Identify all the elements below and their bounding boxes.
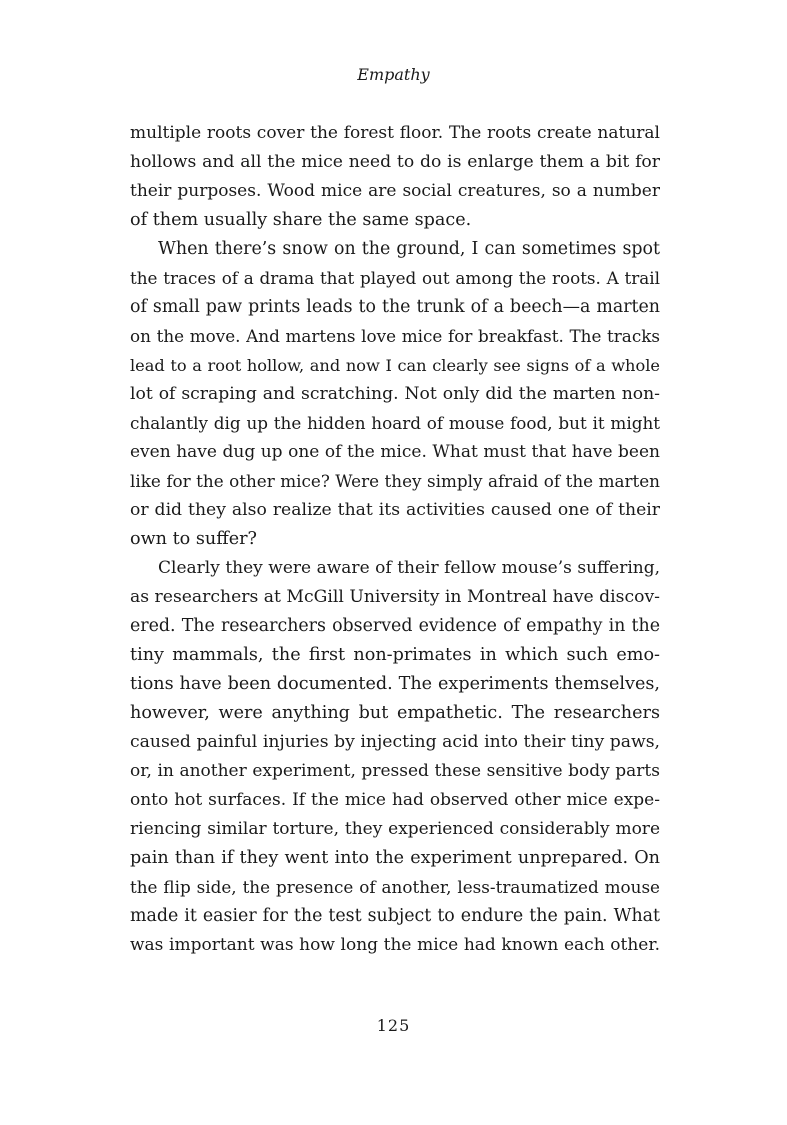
- text-line: made it easier for the test subject to endure the pain. What: [130, 906, 660, 926]
- text-line: When there’s snow on the ground, I can sometimes spot: [158, 239, 660, 259]
- text-line: riencing similar torture, they experienced considerably more: [130, 819, 660, 839]
- text-line: lot of scraping and scratching. Not only did the marten non-: [130, 384, 660, 404]
- paragraph: [130, 554, 660, 960]
- text-line: the traces of a drama that played out among the roots. A trail: [130, 268, 660, 288]
- text-line: as researchers at McGill University in Montreal have discov-: [130, 587, 660, 607]
- text-line: multiple roots cover the forest floor. The roots create natural: [130, 123, 660, 143]
- text-line: their purposes. Wood mice are social creatures, so a number: [130, 181, 660, 201]
- text-line: on the move. And martens love mice for breakfast. The tracks: [130, 326, 660, 346]
- text-line: was important was how long the mice had known each other.: [130, 935, 660, 955]
- paragraph: [130, 119, 660, 235]
- text-line: chalantly dig up the hidden hoard of mouse food, but it might: [130, 413, 660, 433]
- text-line: pain than if they went into the experiment unprepared. On: [130, 848, 660, 868]
- text-line: tions have been documented. The experiments themselves,: [130, 674, 660, 694]
- text-line: lead to a root hollow, and now I can clearly see signs of a whole: [130, 356, 660, 375]
- text-line: ered. The researchers observed evidence of empathy in the: [130, 616, 660, 636]
- text-line: hollows and all the mice need to do is enlarge them a bit for: [130, 152, 660, 172]
- text-line: Clearly they were aware of their fellow mouse’s suffering,: [158, 558, 660, 578]
- text-line: tiny mammals, the first non-primates in which such emo-: [130, 645, 660, 665]
- text-line: even have dug up one of the mice. What must that have been: [130, 442, 660, 462]
- body-text: [130, 119, 660, 960]
- text-line: like for the other mice? Were they simply afraid of the marten: [130, 471, 660, 491]
- text-line: own to suffer?: [130, 529, 257, 549]
- text-line: onto hot surfaces. If the mice had observed other mice expe-: [130, 790, 660, 810]
- text-line: caused painful injuries by injecting acid into their tiny paws,: [130, 732, 660, 752]
- text-line: or, in another experiment, pressed these sensitive body parts: [130, 761, 660, 781]
- page-number: 125: [376, 1016, 411, 1035]
- paragraph: [130, 235, 660, 554]
- text-line: the flip side, the presence of another, less-traumatized mouse: [130, 877, 660, 897]
- text-line: of small paw prints leads to the trunk of a beech—a marten: [130, 297, 660, 317]
- running-head: Empathy: [357, 65, 430, 84]
- text-line: of them usually share the same space.: [130, 210, 472, 230]
- text-line: or did they also realize that its activities caused one of their: [130, 500, 660, 520]
- text-line: however, were anything but empathetic. The researchers: [130, 703, 660, 723]
